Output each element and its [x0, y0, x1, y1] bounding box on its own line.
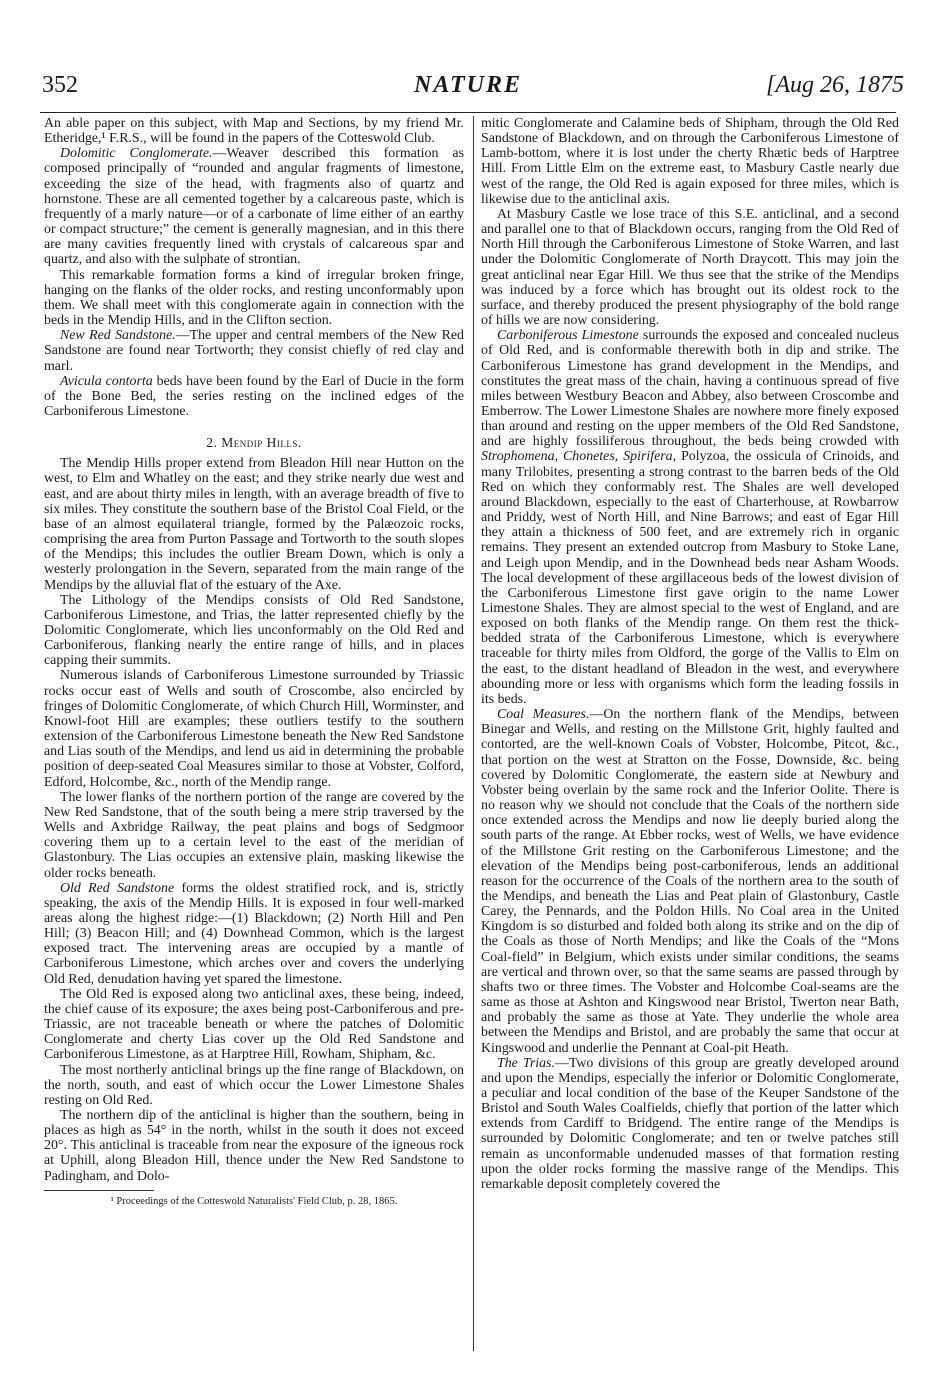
paragraph: Carboniferous Limestone surrounds the exposed and concealed nucleus of Old Red, and is conformable therewith both in dip and strike. The Carboniferous Limestone has grand development in the Mendips, and constitutes the great mass of the chain, having a continuous spread of five miles between Westbury Beacon and Abbey, also between Croscombe and Emberrow. The Lower Limestone Shales are nowhere more finely exposed than around and resting on the upper members of the Old Red Sandstone, and are highly fossiliferous throughout, the beds being crowded with Strophomena, Chonetes, Spirifera, Polyzoa, the ossicula of Crinoids, and many Trilobites, presenting a strong contrast to the barren beds of the Old Red on which they conformably rest. The Shales are well developed around Blackdown, especially to the east of Charterhouse, at Rowbarrow and Priddy, west of North Hill, and Nine Barrows; and east of Egar Hill they attain a thickness of 500 feet, and are extremely rich in organic remains. They present an extended outcrop from Masbury to Stoke Lane, and Leigh upon Mendip, and in the Downhead beds near Asham Woods. The local development of these argillaceous beds of the lowest division of the Carboniferous Limestone first gave origin to the name Lower Limestone Shales. They are almost special to the west of England, and are exposed on both flanks of the Mendip range. On them rest the thick-bedded strata of the Carboniferous Limestone, which is everywhere traceable for thirty miles from Oldford, the gorge of the Vallis to Elm on the east, to the distant headland of Bleadon in the west, and everywhere abounding more or less with organisms which form the leading fossils in its beds. — [481, 328, 899, 707]
paragraph: At Masbury Castle we lose trace of this S.E. anticlinal, and a second and parallel one to that of Blackdown occurs, ranging from the Old Red of North Hill through the Carboniferous Limestone of Stoke Warren, and last under the Dolomitic Conglomerate of North Draycott. This may join the great anticlinal near Egar Hill. We thus see that the strike of the Mendips was induced by a force which has brought out its oldest rock to the surface, and thereby produced the present physiography of the bold range of hills we are now considering. — [481, 206, 899, 329]
paragraph: This remarkable formation forms a kind of irregular broken fringe, hanging on the flanks of the older rocks, and resting unconformably upon them. We shall meet with this conglomerate again in connection with the beds in the Mendip Hills, and in the Clifton section. — [44, 267, 464, 329]
paragraph: The Old Red is exposed along two anticlinal axes, these being, indeed, the chief cause of its exposure; the axes being post-Carboniferous and pre-Triassic, are not traceable beneath or where the patches of Dolomitic Conglomerate and cherty Lias cover up the Old Red Sandstone and Carboniferous Limestone, as at Harptree Hill, Rowham, Shipham, &c. — [44, 986, 464, 1063]
run-in-heading: The Trias. — [497, 1055, 555, 1071]
paragraph: New Red Sandstone.—The upper and central members of the New Red Sandstone are found near Tortworth; they consist chiefly of red clay and marl. — [44, 328, 464, 374]
paragraph: The Lithology of the Mendips consists of Old Red Sandstone, Carboniferous Limestone, and Trias, the latter represented chiefly by the Dolomitic Conglomerate, which lies unconformably on the Old Red and Carboniferous, flanking nearly the entire range of hills, and in places capping their summits. — [44, 592, 464, 669]
right-column — [481, 116, 899, 1192]
footnote-rule — [44, 1190, 154, 1191]
footnote: ¹ Proceedings of the Cotteswold Naturalists' Field Club, p. 28, 1865. — [110, 1195, 398, 1207]
paragraph: The Trias.—Two divisions of this group are greatly developed around and upon the Mendips, especially the inferior or Dolomitic Conglomerate, a peculiar and local condition of the base of the Keuper Sandstone of the Bristol and South Wales Coalfields, chiefly that portion of the latter which extends from Cardiff to Bridgend. The entire range of the Mendips is surrounded by Dolomitic Conglomerate; and ten or twelve patches still remain as unconformable undenuded masses of that formation resting upon the older rocks forming the massive range of the Mendips. This remarkable deposit completely covered the — [481, 1055, 899, 1192]
paragraph: An able paper on this subject, with Map and Sections, by my friend Mr. Etheridge,¹ F.R.S., will be found in the papers of the Cotteswold Club. — [44, 116, 464, 147]
paragraph: The northern dip of the anticlinal is higher than the southern, being in places as high as 54° in the north, whilst in the south it does not exceed 20°. This anticlinal is traceable from near the exposure of the igneous rock at Uphill, along Bleadon Hill, thence under the New Red Sandstone to Padingham, and Dolo- — [44, 1108, 464, 1184]
run-in-heading: New Red Sandstone. — [60, 328, 176, 344]
section-heading: 2. Mendip Hills. — [206, 435, 302, 451]
paragraph: Coal Measures.—On the northern flank of the Mendips, between Binegar and Wells, and resting on the Millstone Grit, highly faulted and contorted, are the well-known Coals of Vobster, Holcombe, Pitcot, &c., that portion on the west at Stratton on the Fosse, Downside, &c. being covered by Dolomitic Conglomerate, the eastern side at Newbury and Vobster being overlain by the same rock and the Inferior Oolite. There is no reason why we should not conclude that the Coals of the northern side once extended across the Mendips and now lie deeply buried along the south parts of the range. At Ebber rocks, west of Wells, we have evidence of the Millstone Grit resting on the Carboniferous Limestone; and the elevation of the Mendips being post-carboniferous, lends an additional reason for the occurrence of the Coals of the northern area to the south of the Mendips, and beneath the Lias and Peat plain of Glastonbury, Castle Carey, the Pennards, and the Poldon Hills. No Coal area in the United Kingdom is so disturbed and folded both along its strike and on the dip of the Coals as those of North Mendips; and like the Coals of the “Mons Coal-field” in Belgium, which exists under similar conditions, the seams are vertical and thrown over, so that the same seams are passed through by shafts two or three times. The Vobster and Holcombe Coal-seams are the same as those at Ashton and Kingswood near Bristol, Twerton near Bath, and probably the same as those at Yate. They underlie the whole area between the Mendips and Bristol, and are probably the same that occur at Kingswood and underlie the Pennant at Coal-pit Heath. — [481, 707, 899, 1056]
run-in-heading: Coal Measures. — [497, 707, 590, 723]
journal-title: NATURE — [413, 72, 523, 98]
issue-date: [Aug 26, 1875 — [766, 72, 904, 98]
page-header — [38, 66, 904, 106]
left-column — [44, 116, 464, 1208]
run-in-heading: Carboniferous Limestone — [497, 328, 639, 344]
paragraph: mitic Conglomerate and Calamine beds of Shipham, through the Old Red Sandstone of Blackdown, and on through the Carboniferous Limestone of Lamb-bottom, where it is lost under the cherty Rhætic beds of Harptree Hill. From Little Elm on the extreme east, to Masbury Castle nearly due west of the range, the Old Red is again exposed for three miles, which is likewise due to the anticlinal axis. — [481, 116, 899, 207]
run-in-heading: Dolomitic Conglomerate. — [60, 146, 213, 162]
paragraph: Numerous islands of Carboniferous Limestone surrounded by Triassic rocks occur east of Wells and south of Croscombe, also encircled by fringes of Dolomitic Conglomerate, of which Church Hill, Worminster, and Knowl-foot Hill are examples; these outliers testify to the southern extension of the Carboniferous Limestone beneath the New Red Sandstone and Lias south of the Mendips, and lend us aid in determining the probable position of deep-seated Coal Measures similar to those at Vobster, Colford, Edford, Holcombe, &c., north of the Mendip range. — [44, 668, 464, 790]
paragraph: The most northerly anticlinal brings up the fine range of Blackdown, on the north, south, and east of which occur the Lower Limestone Shales resting on Old Red. — [44, 1062, 464, 1108]
header-rule — [40, 112, 896, 113]
page-number: 352 — [42, 72, 78, 98]
paragraph: Dolomitic Conglomerate.—Weaver described this formation as composed principally of “rounded and angular fragments of limestone, exceeding the size of the head, with fragments also of quartz and hornstone. These are all cemented together by a calcareous paste, which is frequently of a marly nature—or of a carbonate of lime either of an earthy or compact structure;” the cement is generally magnesian, and in this there are many cavities frequently lined with crystals of calcareous spar and quartz, and also with the sulphate of strontian. — [44, 146, 464, 268]
paragraph: The Mendip Hills proper extend from Bleadon Hill near Hutton on the west, to Elm and Whatley on the east; and they strike nearly due west and east, and are about thirty miles in length, with an average breadth of five to six miles. They constitute the southern base of the Bristol Coal Field, or the base of an almost equilateral triangle, formed by the Palæozoic rocks, comprising the area from Purton Passage and Tortworth to the south slopes of the Mendips; this includes the outlier Bream Down, which is only a westerly prolongation in the Severn, separated from the main range of the Mendips by the alluvial flat of the estuary of the Axe. — [44, 456, 464, 593]
run-in-heading: Old Red Sandstone — [60, 880, 175, 896]
run-in-heading: Avicula contorta — [60, 373, 153, 389]
fossil-names: Strophomena, Chonetes, Spirifera, — [481, 449, 677, 465]
paragraph: Avicula contorta beds have been found by the Earl of Ducie in the form of the Bone Bed, the series resting on the inclined edges of the Carboniferous Limestone. — [44, 373, 464, 419]
paragraph: The lower flanks of the northern portion of the range are covered by the New Red Sandstone, that of the south being a mere strip traversed by the Wells and Axbridge Railway, the peat plains and bogs of Sedgmoor covering them up to a certain level to the east of the meridian of Glastonbury. The Lias occupies an extensive plain, masking likewise the older rocks beneath. — [44, 789, 464, 881]
paragraph: Old Red Sandstone forms the oldest stratified rock, and is, strictly speaking, the axis of the Mendip Hills. It is exposed in four well-marked areas along the highest ridge:—(1) Blackdown; (2) North Hill and Pen Hill; (3) Beacon Hill; and (4) Downhead Common, which is the largest exposed tract. The intervening areas are occupied by a mantle of Carboniferous Limestone, which arches over and covers the underlying Old Red, denudation having yet spared the limestone. — [44, 880, 464, 987]
column-divider — [473, 116, 474, 1351]
